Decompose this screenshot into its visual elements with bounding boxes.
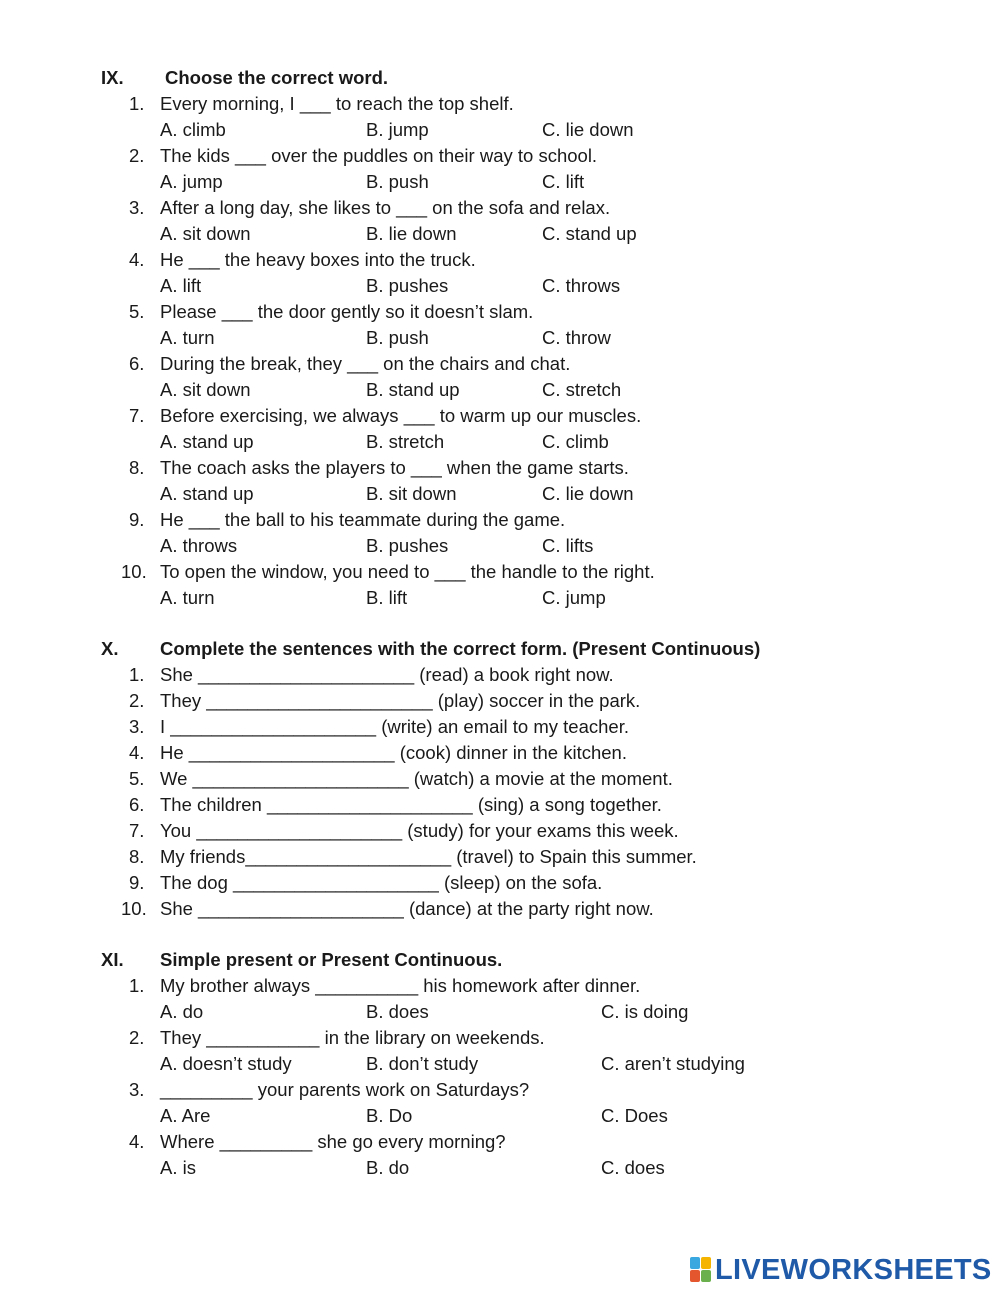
section-title: Choose the correct word. <box>165 67 389 88</box>
question-text: The coach asks the players to ___ when the game starts. <box>160 457 629 478</box>
section-number: IX. <box>101 67 124 88</box>
question-number: 4. <box>129 1131 145 1152</box>
question <box>0 351 1000 377</box>
option-c[interactable]: C. Does <box>601 1105 668 1126</box>
answer-options <box>0 1155 1000 1181</box>
option-a[interactable]: A. climb <box>160 119 226 140</box>
option-c[interactable]: C. jump <box>542 587 606 608</box>
question-number: 3. <box>129 197 145 218</box>
option-a[interactable]: A. Are <box>160 1105 211 1126</box>
question <box>0 896 1000 922</box>
question <box>0 559 1000 585</box>
question-number: 3. <box>129 1079 145 1100</box>
question <box>0 792 1000 818</box>
question <box>0 766 1000 792</box>
option-c[interactable]: C. throw <box>542 327 611 348</box>
question-number: 6. <box>129 353 145 374</box>
question <box>0 688 1000 714</box>
question-number: 9. <box>129 509 145 530</box>
option-c[interactable]: C. does <box>601 1157 665 1178</box>
option-a[interactable]: A. turn <box>160 587 215 608</box>
question-number: 9. <box>129 872 145 893</box>
question-text[interactable]: He ____________________ (cook) dinner in the kitchen. <box>160 742 627 763</box>
liveworksheets-logo <box>690 1254 992 1286</box>
section-number: X. <box>101 638 119 659</box>
question-number: 4. <box>129 249 145 270</box>
question-text[interactable]: We _____________________ (watch) a movie at the moment. <box>160 768 673 789</box>
option-a[interactable]: A. sit down <box>160 379 251 400</box>
question-text: After a long day, she likes to ___ on the sofa and relax. <box>160 197 611 218</box>
question-text[interactable]: The children ____________________ (sing) a song together. <box>160 794 662 815</box>
question-text[interactable]: She ____________________ (dance) at the party right now. <box>160 898 654 919</box>
option-a[interactable]: A. stand up <box>160 483 254 504</box>
answer-options <box>0 999 1000 1025</box>
question-text: Please ___ the door gently so it doesn’t slam. <box>160 301 534 322</box>
section-header <box>0 65 1000 91</box>
option-b[interactable]: B. lift <box>366 587 408 608</box>
option-b[interactable]: B. do <box>366 1157 410 1178</box>
option-c[interactable]: C. climb <box>542 431 609 452</box>
question-text[interactable]: She _____________________ (read) a book right now. <box>160 664 614 685</box>
question-text[interactable]: You ____________________ (study) for your exams this week. <box>160 820 679 841</box>
question-number: 1. <box>129 93 145 114</box>
question-number: 1. <box>129 975 145 996</box>
question <box>0 1129 1000 1155</box>
option-c[interactable]: C. lie down <box>542 119 634 140</box>
question <box>0 91 1000 117</box>
question-text: They ___________ in the library on weekends. <box>160 1027 545 1048</box>
option-a[interactable]: A. throws <box>160 535 238 556</box>
answer-options <box>0 273 1000 299</box>
option-b[interactable]: B. pushes <box>366 275 449 296</box>
question-number: 7. <box>129 405 145 426</box>
question <box>0 143 1000 169</box>
option-a[interactable]: A. doesn’t study <box>160 1053 292 1074</box>
question-text: During the break, they ___ on the chairs and chat. <box>160 353 571 374</box>
option-a[interactable]: A. sit down <box>160 223 251 244</box>
section-title: Complete the sentences with the correct form. (Present Continuous) <box>160 638 761 659</box>
question <box>0 1077 1000 1103</box>
option-b[interactable]: B. sit down <box>366 483 457 504</box>
question <box>0 844 1000 870</box>
option-b[interactable]: B. lie down <box>366 223 457 244</box>
option-c[interactable]: C. stretch <box>542 379 622 400</box>
answer-options <box>0 221 1000 247</box>
question <box>0 870 1000 896</box>
question-number: 10. <box>121 561 147 582</box>
option-b[interactable]: B. push <box>366 171 429 192</box>
question-number: 7. <box>129 820 145 841</box>
question-number: 10. <box>121 898 147 919</box>
question-text[interactable]: The dog ____________________ (sleep) on the sofa. <box>160 872 603 893</box>
question-text: The kids ___ over the puddles on their way to school. <box>160 145 598 166</box>
answer-options <box>0 429 1000 455</box>
answer-options <box>0 117 1000 143</box>
section-header <box>0 636 1000 662</box>
question <box>0 403 1000 429</box>
question-text: To open the window, you need to ___ the handle to the right. <box>160 561 655 582</box>
question <box>0 973 1000 999</box>
option-c[interactable]: C. stand up <box>542 223 637 244</box>
question-text: Where _________ she go every morning? <box>160 1131 506 1152</box>
liveworksheets-logo-icon <box>690 1257 712 1283</box>
section-header <box>0 947 1000 973</box>
question-text: He ___ the ball to his teammate during the game. <box>160 509 566 530</box>
question <box>0 455 1000 481</box>
option-c[interactable]: C. aren’t studying <box>601 1053 745 1074</box>
option-b[interactable]: B. stand up <box>366 379 460 400</box>
question-number: 5. <box>129 768 145 789</box>
question <box>0 247 1000 273</box>
question-number: 1. <box>129 664 145 685</box>
option-a[interactable]: A. jump <box>160 171 223 192</box>
question <box>0 714 1000 740</box>
logo-text: LIVEWORKSHEETS <box>715 1253 992 1286</box>
answer-options <box>0 325 1000 351</box>
answer-options <box>0 377 1000 403</box>
question-text: Every morning, I ___ to reach the top shelf. <box>160 93 514 114</box>
option-a[interactable]: A. turn <box>160 327 215 348</box>
answer-options <box>0 533 1000 559</box>
question-number: 4. <box>129 742 145 763</box>
option-b[interactable]: B. does <box>366 1001 429 1022</box>
question-text: _________ your parents work on Saturdays? <box>160 1079 530 1100</box>
question <box>0 740 1000 766</box>
answer-options <box>0 481 1000 507</box>
option-a[interactable]: A. lift <box>160 275 202 296</box>
question <box>0 818 1000 844</box>
question-number: 2. <box>129 1027 145 1048</box>
answer-options <box>0 585 1000 611</box>
question <box>0 195 1000 221</box>
question <box>0 507 1000 533</box>
option-a[interactable]: A. do <box>160 1001 204 1022</box>
question-number: 6. <box>129 794 145 815</box>
option-b[interactable]: B. pushes <box>366 535 449 556</box>
option-b[interactable]: B. don’t study <box>366 1053 479 1074</box>
section-number: XI. <box>101 949 124 970</box>
option-b[interactable]: B. jump <box>366 119 429 140</box>
question-text[interactable]: My friends____________________ (travel) to Spain this summer. <box>160 846 697 867</box>
question-number: 2. <box>129 690 145 711</box>
option-c[interactable]: C. is doing <box>601 1001 689 1022</box>
section-title: Simple present or Present Continuous. <box>160 949 503 970</box>
option-b[interactable]: B. Do <box>366 1105 413 1126</box>
option-a[interactable]: A. is <box>160 1157 196 1178</box>
option-a[interactable]: A. stand up <box>160 431 254 452</box>
question-text[interactable]: I ____________________ (write) an email to my teacher. <box>160 716 629 737</box>
option-c[interactable]: C. lift <box>542 171 585 192</box>
question-text: Before exercising, we always ___ to warm up our muscles. <box>160 405 642 426</box>
question <box>0 662 1000 688</box>
answer-options <box>0 169 1000 195</box>
question-text[interactable]: They ______________________ (play) soccer in the park. <box>160 690 641 711</box>
question-number: 5. <box>129 301 145 322</box>
question-number: 3. <box>129 716 145 737</box>
answer-options <box>0 1051 1000 1077</box>
option-c[interactable]: C. throws <box>542 275 621 296</box>
question-number: 2. <box>129 145 145 166</box>
answer-options <box>0 1103 1000 1129</box>
option-b[interactable]: B. stretch <box>366 431 445 452</box>
option-c[interactable]: C. lie down <box>542 483 634 504</box>
question-number: 8. <box>129 457 145 478</box>
question-number: 8. <box>129 846 145 867</box>
question <box>0 299 1000 325</box>
option-b[interactable]: B. push <box>366 327 429 348</box>
question-text: He ___ the heavy boxes into the truck. <box>160 249 476 270</box>
option-c[interactable]: C. lifts <box>542 535 594 556</box>
question <box>0 1025 1000 1051</box>
question-text: My brother always __________ his homework after dinner. <box>160 975 641 996</box>
